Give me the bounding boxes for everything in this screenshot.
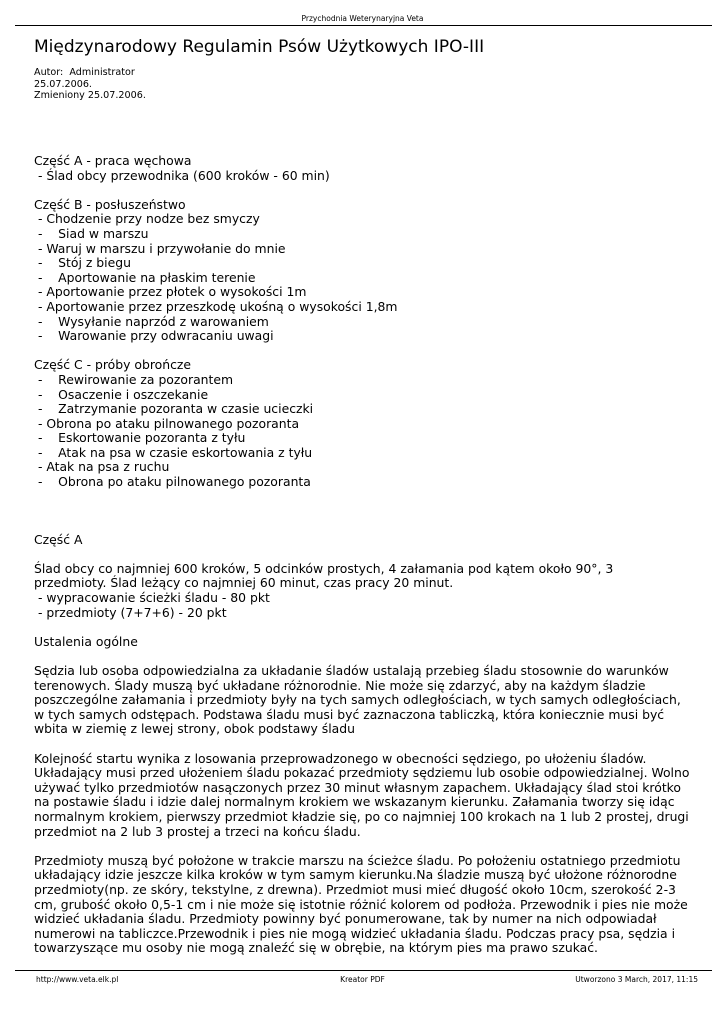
- paragraph: Sędzia lub osoba odpowiedzialna za układanie śladów ustalają przebieg śladu stosownie do warunków terenowych. Ślady muszą być układane różnorodnie. Nie może się zdarzyć, aby na każdym śladzie poszczególne załamania i przedmioty były na tych samych odległościach, w tych samych odległościach, w tych samych odstępach. Podstawa śladu musi być zaznaczona tabliczką, która koniecznie musi być wbita w ziemię z lewej strony, obok podstawy śladu: [34, 663, 681, 737]
- list-item: - Aportowanie na płaskim terenie: [34, 269, 256, 285]
- footer-created: Utworzono 3 March, 2017, 11:15: [575, 975, 698, 984]
- list-item: - Zatrzymanie pozoranta w czasie ucieczki: [34, 401, 314, 417]
- footer-generator: Kreator PDF: [340, 975, 385, 984]
- subsection-heading: Ustalenia ogólne: [34, 633, 138, 649]
- footer-divider: [15, 970, 712, 971]
- part-b-heading: Część B - posłuszeństwo: [34, 196, 186, 212]
- list-item: - Waruj w marszu i przywołanie do mnie: [34, 240, 286, 256]
- list-item: - Eskortowanie pozoranta z tyłu: [34, 430, 246, 446]
- author-line: Autor: Administrator: [34, 67, 135, 78]
- part-a-heading: Część A - praca węchowa: [34, 153, 192, 168]
- document-body: [34, 154, 694, 956]
- list-item: - Ślad obcy przewodnika (600 kroków - 60 min): [34, 167, 330, 183]
- paragraph-line: - wypracowanie ścieżki śladu - 80 pkt: [34, 590, 270, 606]
- list-item: - Obrona po ataku pilnowanego pozoranta: [34, 415, 300, 431]
- document-meta: [34, 67, 146, 102]
- list-item: - Stój z biegu: [34, 255, 131, 271]
- header-divider: [15, 25, 712, 26]
- list-item: - Chodzenie przy nodze bez smyczy: [34, 211, 260, 227]
- page-header: Przychodnia Weterynaryjna Veta: [301, 14, 424, 23]
- list-item: - Atak na psa z ruchu: [34, 459, 170, 475]
- list-item: - Osaczenie i oszczekanie: [34, 386, 209, 402]
- list-item: - Rewirowanie za pozorantem: [34, 371, 234, 387]
- footer-url[interactable]: http://www.veta.elk.pl: [36, 975, 119, 984]
- paragraph-line: przedmioty. Ślad leżący co najmniej 60 minut, czas pracy 20 minut.: [34, 575, 454, 591]
- section-heading: Część A: [34, 531, 83, 547]
- paragraph-line: - przedmioty (7+7+6) - 20 pkt: [34, 604, 227, 620]
- document-title: Międzynarodowy Regulamin Psów Użytkowych IPO-III: [34, 37, 485, 57]
- paragraph-line: Ślad obcy co najmniej 600 kroków, 5 odcinków prostych, 4 załamania pod kątem około 90°, 3: [34, 560, 614, 576]
- list-item: - Wysyłanie naprzód z warowaniem: [34, 313, 269, 329]
- created-date: 25.07.2006.: [34, 78, 92, 90]
- modified-date: Zmieniony 25.07.2006.: [34, 90, 146, 102]
- list-item: - Warowanie przy odwracaniu uwagi: [34, 328, 274, 344]
- list-item: - Obrona po ataku pilnowanego pozoranta: [34, 474, 311, 490]
- paragraph: Kolejność startu wynika z losowania przeprowadzonego w obecności sędziego, po ułożeniu śladów. Układający musi przed ułożeniem śladu pokazać przedmioty sędziemu lub osobie odpowiedzialnej. Wolno używać tylko przedmiotów nasączonych przez 30 minut własnym zapachem. Układający ślad stoi krótko na postawie śladu i idzie dalej normalnym krokiem we wskazanym kierunku. Załamania tworzy się idąc normalnym krokiem, pierwszy przedmiot kładzie się, po co najmniej 100 krokach na 1 lub 2 prostej, drugi przedmiot na 2 lub 3 prostej a trzeci na końcu śladu.: [34, 750, 690, 839]
- list-item: - Atak na psa w czasie eskortowania z tyłu: [34, 444, 313, 460]
- paragraph: Przedmioty muszą być położone w trakcie marszu na ścieżce śladu. Po położeniu ostatniego przedmiotu układający idzie jeszcze kilka kroków w tym samym kierunku.Na śladzie muszą być ułożone różnorodne przedmioty(np. ze skóry, tekstylne, z drewna). Przedmiot musi mieć długość około 10cm, szerokość 2-3 cm, grubość około 0,5-1 cm i nie może się istotnie różnić kolorem od podłoża. Przewodnik i pies nie może widzieć układania śladu. Przedmioty powinny być ponumerowane, tak by numer na nich odpowiadał numerowi na tabliczce.Przewodnik i pies nie mogą widzieć układania śladu. Podczas pracy psa, sędzia i towarzyszące mu osoby nie mogą znaleźć się w obrębie, na którym pies ma prawo szukać.: [34, 852, 688, 956]
- part-c-heading: Część C - próby obrończe: [34, 357, 192, 373]
- list-item: - Aportowanie przez płotek o wysokości 1m: [34, 284, 307, 300]
- list-item: - Siad w marszu: [34, 225, 149, 241]
- list-item: - Aportowanie przez przeszkodę ukośną o wysokości 1,8m: [34, 298, 398, 314]
